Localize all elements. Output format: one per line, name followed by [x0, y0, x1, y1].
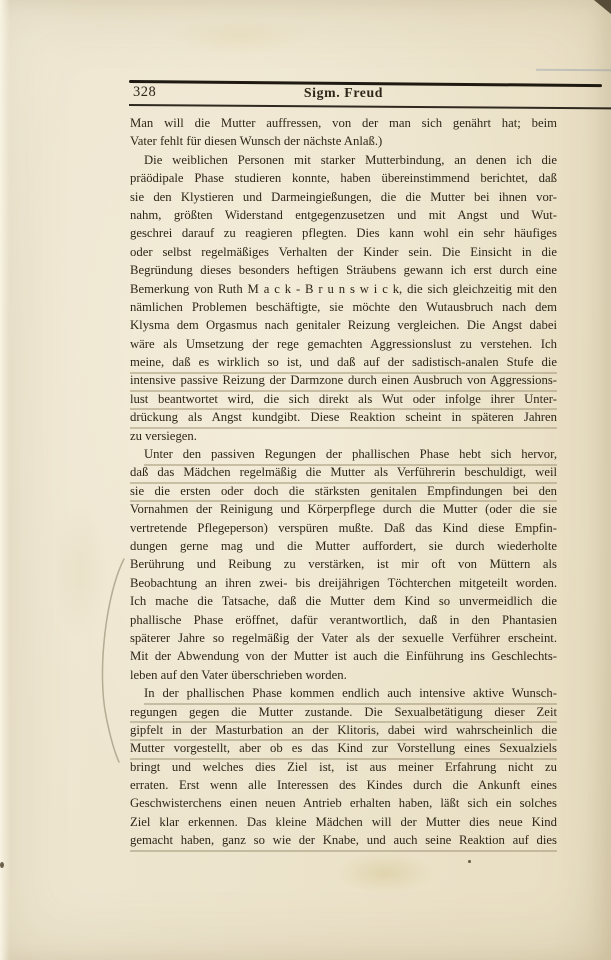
text-line: Begründung dieses besonders heftigen Sträubens gewann ich erst durch eine: [130, 263, 557, 278]
text-line: drückung als Angst kundgibt. Diese Reaktion scheint in späteren Jahren: [130, 408, 557, 426]
paper-stain: [335, 852, 435, 894]
text-line: Bemerkung von Ruth M a c k - B r u n s w i c k, die sich gleichzeitig mit den: [130, 281, 557, 296]
paper-edge: [0, 0, 10, 960]
text-line: Beobachtung an ihren zwei- bis dreijährigen Töchterchen mitgeteilt worden.: [130, 575, 557, 590]
text-line: oder selbst regelmäßiges Verhalten der Kinder sein. Die Einsicht in die: [130, 244, 557, 259]
text-line: Vornahmen der Reinigung und Körperpflege durch die Mutter (oder die sie: [130, 502, 557, 517]
text-line: Geschwisterchens einen neuen Antrieb erhalten haben, läßt sich ein solches: [130, 796, 557, 811]
text-line: gemacht haben, ganz so wie der Knabe, und auch seine Reaktion auf dies: [130, 831, 557, 849]
text-line: wäre als Umsetzung der rege gemachten Aggressionslust zu verstehen. Ich: [130, 336, 557, 351]
text-line: zu versiegen.: [130, 428, 197, 443]
text-line: regungen gegen die Mutter zustande. Die Sexualbetätigung dieser Zeit: [130, 703, 557, 721]
text-line: Unter den passiven Regungen der phallischen Phase hebt sich hervor,: [130, 445, 557, 463]
text-line: nahm, größten Widerstand entgegenzusetzen und mit Angst und Wut-: [130, 207, 557, 222]
text-line: daß das Mädchen regelmäßig die Mutter als Verführerin beschuldigt, weil: [130, 463, 557, 481]
text-line: sie den Klystieren und Darmeingießungen, die die Mutter bei ihnen vor-: [130, 189, 557, 204]
text-line: phallische Phase eröffnet, dafür verantwortlich, daß in den Phantasien: [130, 612, 557, 627]
text-line: lust beantwortet wird, die sich direkt als Wut oder infolge ihrer Unter-: [130, 390, 557, 408]
text-line: intensive passive Reizung der Darmzone durch einen Ausbruch von Aggressions-: [130, 371, 557, 389]
text-block: [130, 114, 557, 850]
text-line: präödipale Phase studieren konnte, haben übereinstimmend berichtet, daß: [130, 171, 557, 186]
text-line: erraten. Erst wenn alle Interessen des Kindes durch die Ankunft eines: [130, 778, 557, 793]
text-line: Ich mache die Tatsache, daß die Mutter dem Kind so unvermeidlich die: [130, 594, 557, 609]
page-number: 328: [133, 84, 157, 100]
text-line: Man will die Mutter auffressen, von der man sich genährt hat; beim: [130, 116, 557, 130]
text-line: Ziel klar erkennen. Das kleine Mädchen will der Mutter dies neue Kind: [130, 814, 557, 829]
text-line: Vater fehlt für diesen Wunsch der nächste Anlaß.): [130, 134, 383, 149]
text-line: geschrei darauf zu reagieren pflegten. Dies kann wohl ein sehr häufiges: [130, 226, 557, 241]
paper-speck: [468, 860, 471, 863]
page-corner-shadow: [594, 0, 611, 14]
text-line: Klysma dem Orgasmus nach genitaler Reizung vergleichen. Die Angst dabei: [130, 318, 557, 333]
text-line: Die weiblichen Personen mit starker Mutterbindung, an denen ich die: [144, 152, 557, 167]
paper-stain: [170, 18, 310, 54]
scan-streak: [536, 69, 611, 72]
text-line: späterer Jahre so regelmäßig der Vater als der sexuelle Verführer erscheint.: [130, 630, 557, 645]
pencil-margin-mark: [92, 556, 134, 766]
text-line: vertretende Pflegeperson) verspüren mußte. Daß das Kind diese Empfin-: [130, 520, 557, 535]
header-rule-bottom: [129, 104, 611, 109]
text-line: nämlichen Problemen beschäftigte, sie möchte den Wutausbruch nach dem: [130, 299, 557, 314]
text-line: sie die ersten oder doch die stärksten genitalen Empfindungen bei den: [130, 482, 557, 500]
text-line: Mutter vorgestellt, aber ob es das Kind zur Vorstellung eines Sexualziels: [130, 739, 557, 757]
text-line: Mit der Abwendung von der Mutter ist auch die Einführung ins Geschlechts-: [130, 649, 557, 664]
paper-speck: [0, 862, 4, 868]
running-head: Sigm. Freud: [303, 85, 384, 100]
text-line: gipfelt in der Masturbation an der Klitoris, dabei wird wahrscheinlich die: [130, 721, 557, 739]
text-line: bringt und welches dies Ziel ist, ist aus meiner Erfahrung nicht zu: [130, 759, 557, 774]
text-line: meine, daß es wirklich so ist, und daß auf der sadistisch-analen Stufe die: [130, 353, 557, 371]
text-line: leben auf den Vater überschrieben worden.: [130, 667, 347, 682]
text-line: dungen gerne mag und die Mutter auffordert, sie durch wiederholte: [130, 538, 557, 553]
text-line: In der phallischen Phase kommen endlich auch intensive aktive Wunsch-: [130, 684, 557, 702]
text-line: Berührung und Reibung zu verstärken, ist mir oft von Müttern als: [130, 557, 557, 572]
